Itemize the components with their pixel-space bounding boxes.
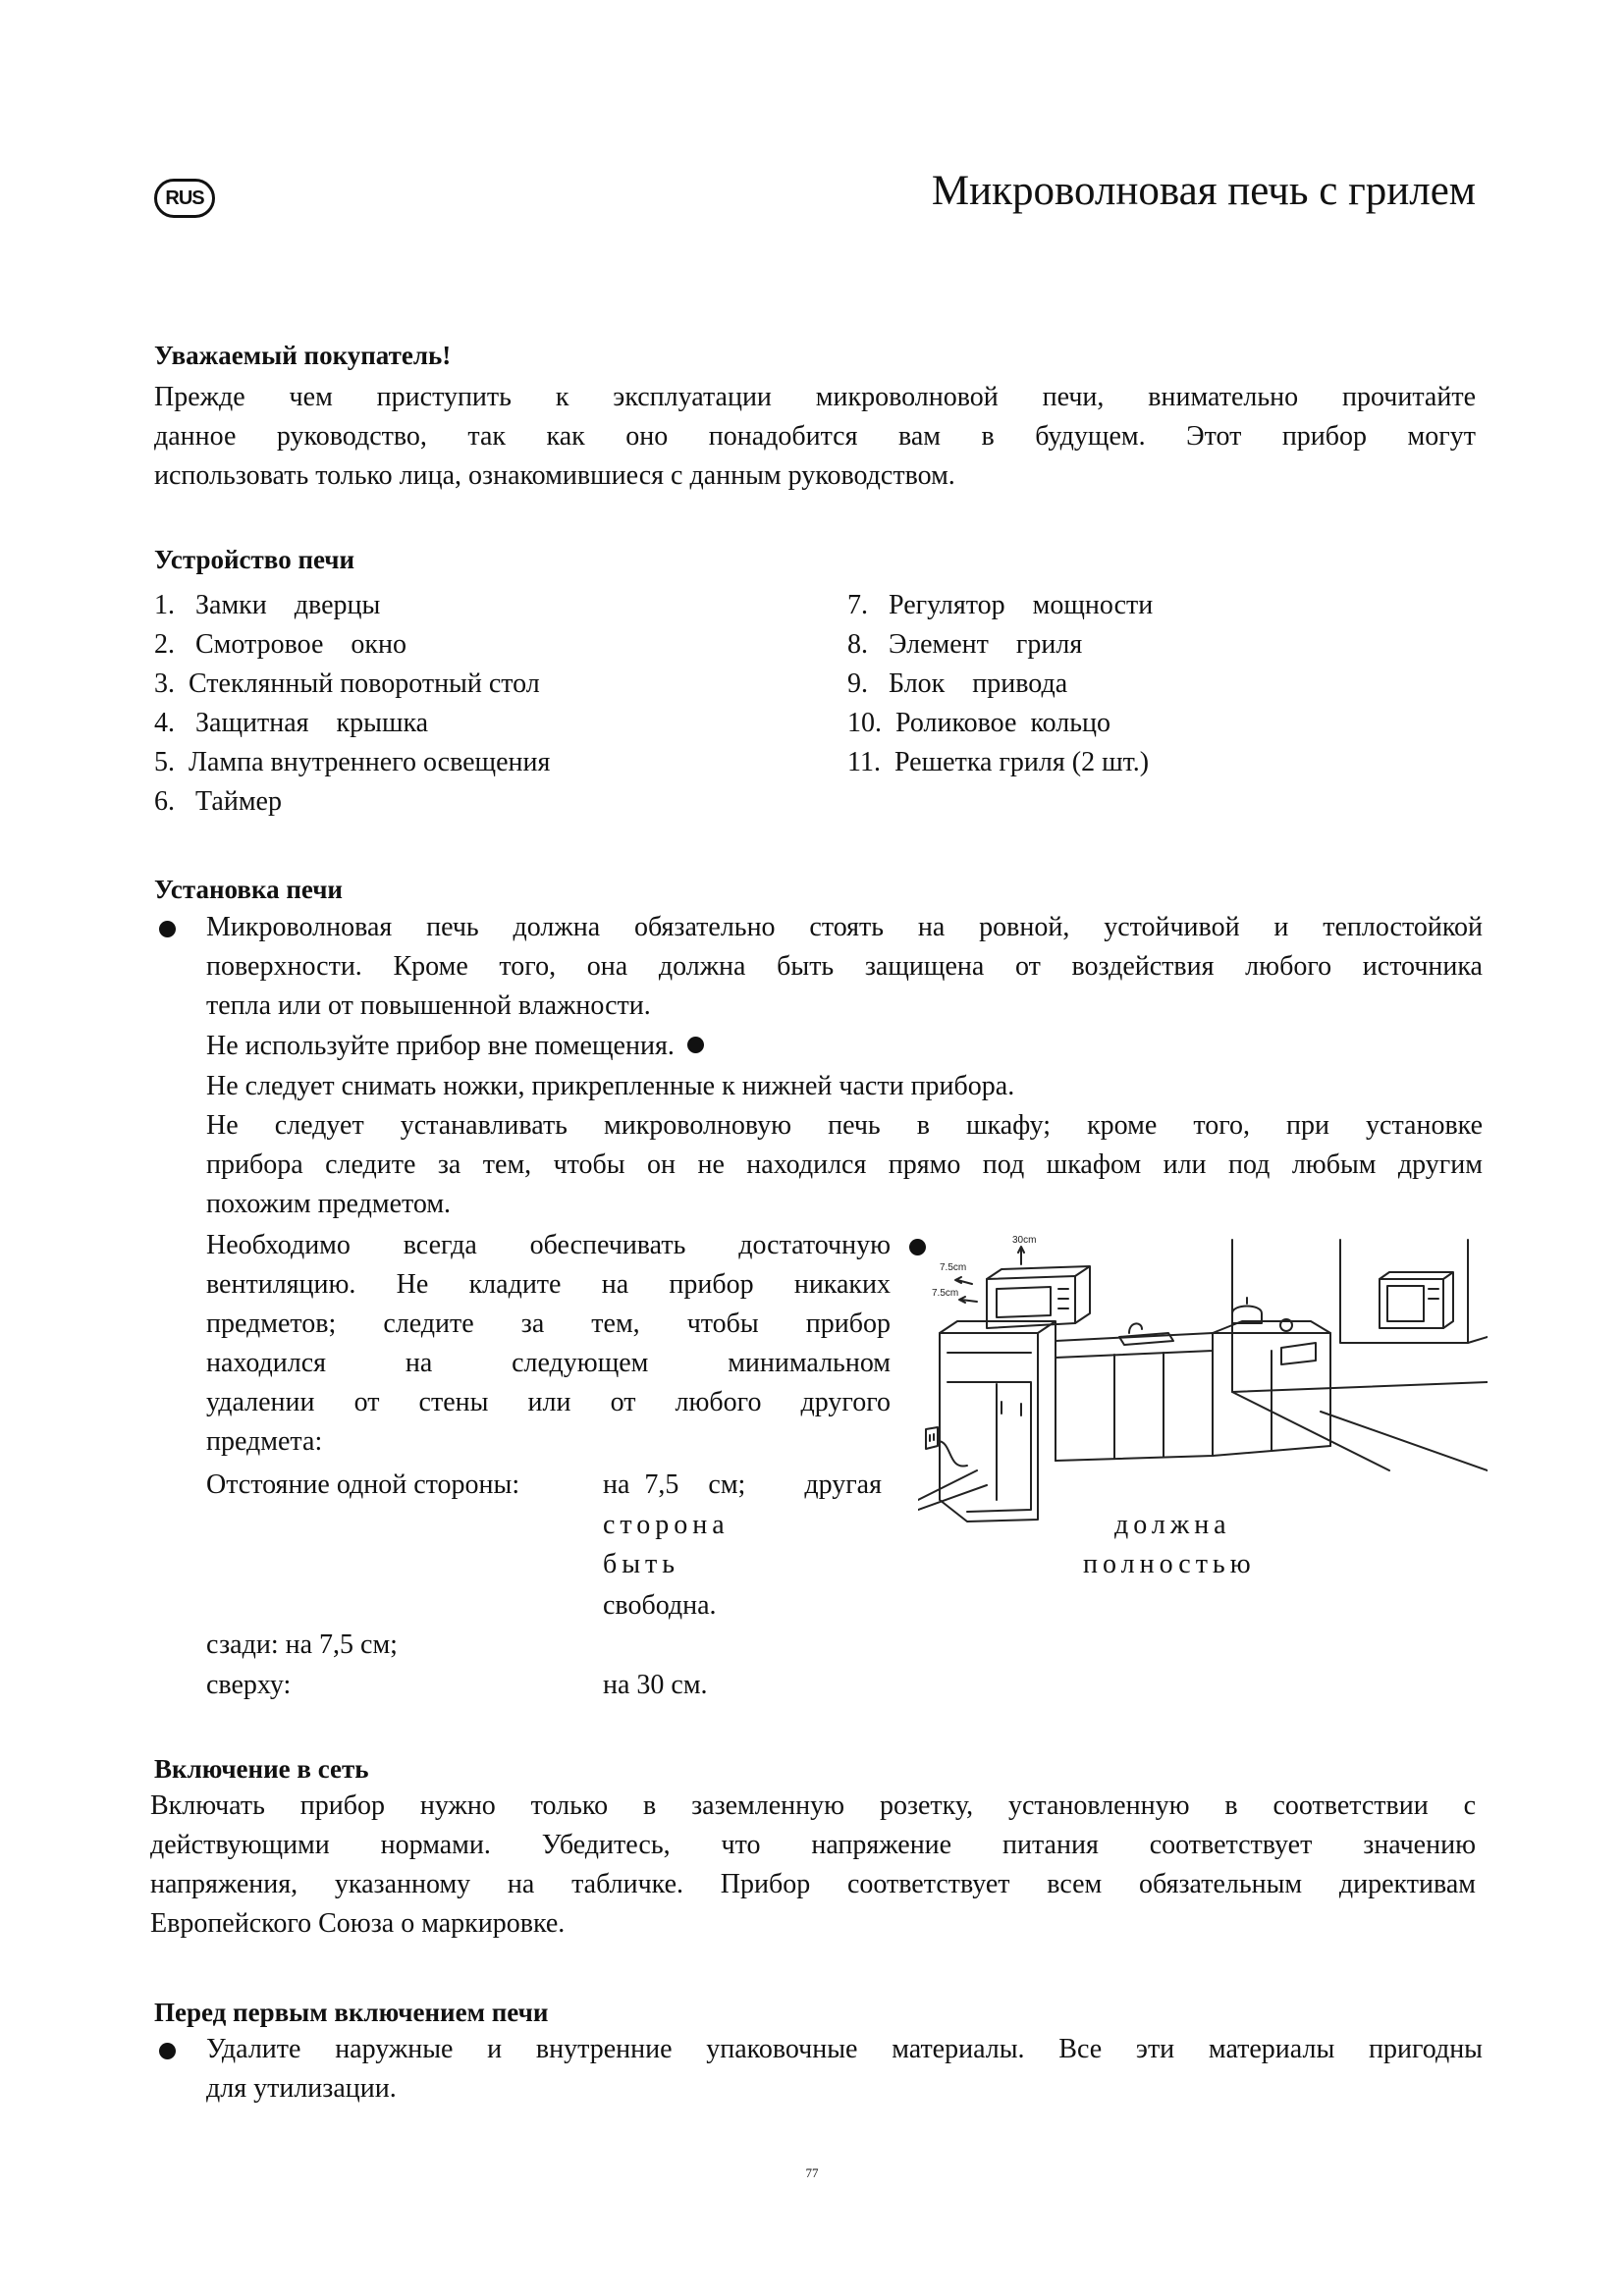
intro-line: использовать только лица, ознакомившиеся с данным руководством. [154, 460, 955, 491]
cabinet-doors [947, 1353, 1031, 1512]
install-line: Микроволновая печь должна обязательно стоять на ровной, устойчивой и теплостойкой [206, 912, 1483, 942]
wall-socket [926, 1427, 938, 1449]
part-item: 6. Таймер [154, 786, 282, 817]
intro-line: данное руководство, так как оно понадобится вам в будущем. Этот прибор могут [154, 421, 1476, 452]
part-item: 5. Лампа внутреннего освещения [154, 747, 551, 777]
back-distance: сзади: на 7,5 см; [206, 1629, 398, 1660]
side-distance-label: Отстояние одной стороны: [206, 1469, 520, 1500]
first-use-line: для утилизации. [206, 2073, 397, 2104]
floor-left-lines [918, 1470, 987, 1510]
kitchen-installation-illustration [918, 1235, 1488, 1578]
cooking-pot [1232, 1298, 1262, 1323]
outdoor-note-text: Не используйте прибор вне помещения. [206, 1031, 675, 1061]
power-line: Включать прибор нужно только в заземленную розетку, установленную в соответствии с [150, 1790, 1476, 1821]
install-heading: Установка печи [154, 875, 343, 904]
ventilation-line: предмета: [206, 1426, 323, 1457]
side-cont-word: свободна. [603, 1590, 717, 1621]
part-item: 4. Защитная крышка [154, 708, 429, 738]
wall-corner-line [1232, 1240, 1389, 1470]
intro-paragraph [154, 378, 1476, 496]
install-ventilation-paragraph [206, 1226, 891, 1462]
bullet-icon [159, 2043, 176, 2059]
install-outdoor-note [206, 1027, 704, 1066]
side-distance-value [603, 1466, 882, 1505]
faucet [1129, 1323, 1142, 1333]
cabinet-lines [1056, 1351, 1330, 1461]
arrow-back-icon [959, 1297, 977, 1303]
side-distance-value-text: на 7,5 см; другая [603, 1469, 882, 1500]
parts-list-left [154, 586, 550, 822]
arrow-top-icon [1018, 1247, 1024, 1264]
part-item: 7. Регулятор мощности [847, 590, 1154, 620]
power-line: действующими нормами. Убедитесь, что напряжение питания соответствует значению [150, 1830, 1476, 1860]
ventilation-line: вентиляцию. Не кладите на прибор никаких [206, 1269, 891, 1300]
first-use-heading: Перед первым включением печи [154, 1998, 549, 2027]
document-title: Микроволновая печь с грилем [931, 168, 1476, 214]
language-badge: RUS [154, 179, 215, 218]
bullet-icon [687, 1037, 704, 1053]
side-cont-word: быть [603, 1549, 680, 1579]
arrow-side-icon [955, 1277, 972, 1284]
ventilation-line: Необходимо всегда обеспечивать достаточную [206, 1230, 891, 1260]
top-distance-value: на 30 см. [603, 1670, 708, 1700]
part-item: 9. Блок привода [847, 668, 1068, 699]
microwave-door [997, 1287, 1068, 1317]
part-item: 3. Стеклянный поворотный стол [154, 668, 540, 699]
install-paragraph-4 [206, 1106, 1483, 1224]
parts-list-right [847, 586, 1153, 782]
install-line: тепла или от повышенной влажности. [206, 990, 651, 1021]
top-distance-label: сверху: [206, 1670, 292, 1700]
bullet-icon [159, 921, 176, 937]
page-number: 77 [805, 2165, 819, 2180]
clearance-label: 7.5cm [932, 1288, 959, 1299]
part-item: 10. Роликовое кольцо [847, 708, 1110, 738]
power-cable [938, 1441, 967, 1467]
install-feet-note: Не следует снимать ножки, прикрепленные к нижней части прибора. [206, 1071, 1015, 1101]
ventilation-line: удалении от стены или от любого другого [206, 1387, 891, 1417]
part-item: 11. Решетка гриля (2 шт.) [847, 747, 1150, 777]
install-line: Не следует устанавливать микроволновую печь в шкафу; кроме того, при установке [206, 1110, 1483, 1141]
side-cont-word: полностью [1083, 1549, 1256, 1579]
intro-heading: Уважаемый покупатель! [154, 341, 452, 370]
power-paragraph [150, 1787, 1476, 1944]
install-paragraph-1 [206, 908, 1483, 1026]
clearance-label: 30cm [1012, 1235, 1037, 1246]
window-sill [1468, 1337, 1488, 1343]
install-line: похожим предметом. [206, 1189, 452, 1219]
first-use-line: Удалите наружные и внутренние упаковочные материалы. Все эти материалы пригодны [206, 2034, 1483, 2064]
window-oven-top [1380, 1272, 1453, 1328]
ventilation-line: находился на следующем минимальном [206, 1348, 891, 1378]
install-line: поверхности. Кроме того, она должна быть защищена от воздействия любого источника [206, 951, 1483, 982]
oven-panel [1281, 1343, 1316, 1364]
microwave-cabinet [940, 1333, 1038, 1522]
clearance-label: 7.5cm [940, 1262, 967, 1273]
install-line: прибора следите за тем, чтобы он не находился прямо под шкафом или под любым другим [206, 1149, 1483, 1180]
part-item: 1. Замки дверцы [154, 590, 381, 620]
part-item: 8. Элемент гриля [847, 629, 1083, 660]
side-cont-word: должна [1114, 1510, 1231, 1540]
device-heading: Устройство печи [154, 545, 355, 574]
intro-line: Прежде чем приступить к эксплуатации микроволновой печи, внимательно прочитайте [154, 382, 1476, 412]
power-line: напряжения, указанному на табличке. Прибор соответствует всем обязательным директивам [150, 1869, 1476, 1899]
first-use-paragraph [206, 2030, 1483, 2109]
cabinet-base [1056, 1446, 1330, 1461]
ventilation-line: предметов; следите за тем, чтобы прибор [206, 1308, 891, 1339]
power-line: Европейского Союза о маркировке. [150, 1908, 566, 1939]
side-cont-word: сторона [603, 1510, 730, 1540]
counter-top [1056, 1333, 1330, 1382]
part-item: 2. Смотровое окно [154, 629, 406, 660]
stove-top [1213, 1321, 1330, 1333]
window-oven [1380, 1279, 1443, 1328]
cabinet-handles [1001, 1402, 1021, 1415]
power-heading: Включение в сеть [154, 1754, 369, 1784]
